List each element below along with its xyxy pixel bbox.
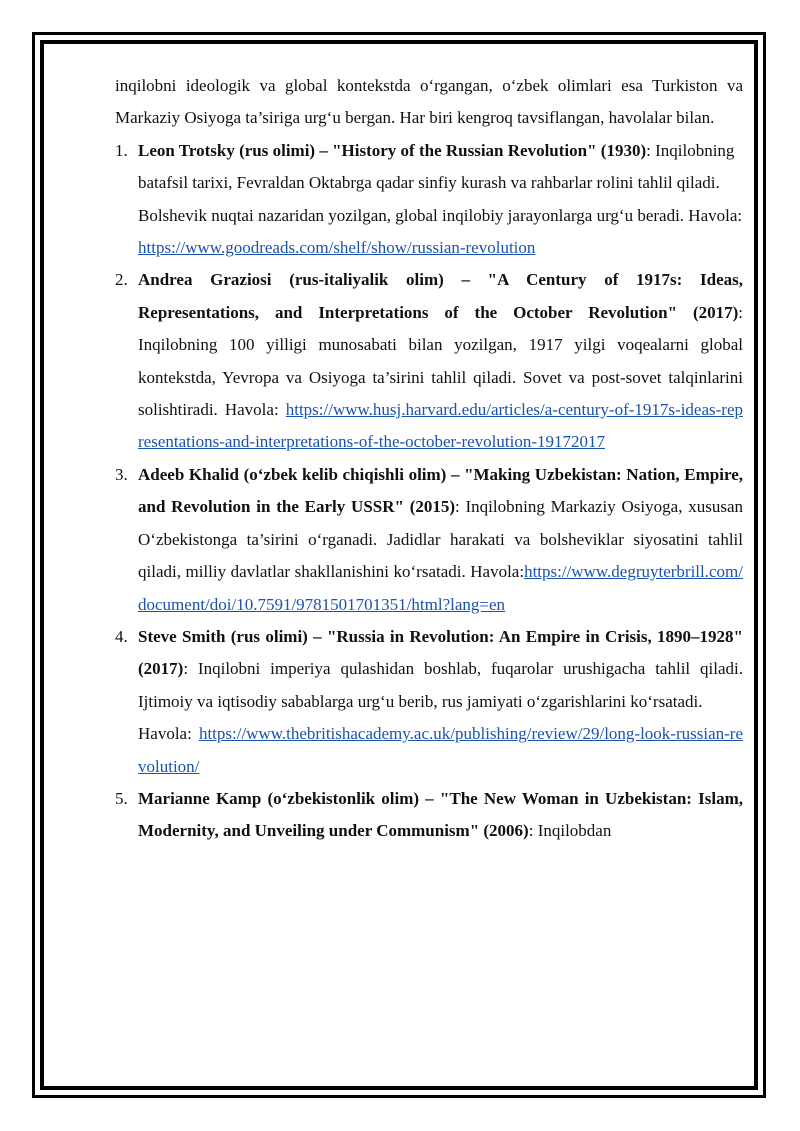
reference-title: Steve Smith (rus olimi) – "Russia in Revolution: An Empire in Crisis, 1890–1928" (2017)	[138, 626, 743, 679]
reference-link[interactable]: https://www.goodreads.com/shelf/show/russian-revolution	[138, 238, 536, 258]
reference-number: 4.	[115, 626, 128, 646]
reference-link[interactable]: https://www.husj.harvard.edu/articles/a-century-of-1917s-ideas-representations-and-interpretations-of-the-october-revolution-19172017	[138, 400, 743, 452]
reference-number: 5.	[115, 788, 128, 808]
reference-description: : Inqilobdan	[528, 821, 612, 841]
reference-item	[115, 135, 743, 265]
reference-number: 1.	[115, 140, 128, 160]
reference-item	[115, 783, 743, 848]
reference-list	[115, 135, 743, 848]
reference-title: Adeeb Khalid (o‘zbek kelib chiqishli olim) – "Making Uzbekistan: Nation, Empire, and Revolution in the Early USSR" (2015)	[138, 464, 743, 517]
reference-number: 3.	[115, 464, 128, 484]
reference-description: : Inqilobning 100 yilligi munosabati bilan yozilgan, 1917 yilgi voqealarni global kontekstda, Yevropa va Osiyoga ta’sirini tahlil qiladi. Sovet va post-sovet talqinlarini solishtiradi. Havola:	[138, 302, 743, 420]
reference-description: : Inqilobning batafsil tarixi, Fevraldan Oktabrga qadar sinfiy kurash va rahbarlar rolini tahlil qiladi. Bolshevik nuqtai nazaridan yozilgan, global inqilobiy jarayonlarga urg‘u beradi. Havola:	[138, 140, 743, 225]
reference-description: : Inqilobning Markaziy Osiyoga, xususan O‘zbekistonga ta’sirini o‘rganadi. Jadidlar harakati va bolsheviklar siyosatini tahlil qiladi, milliy davlatlar shakllanishini ko‘rsatadi. Havola:	[138, 497, 743, 582]
reference-item	[115, 621, 743, 783]
reference-number: 2.	[115, 270, 128, 290]
intro-paragraph: inqilobni ideologik va global kontekstda o‘rgangan, o‘zbek olimlari esa Turkiston va Markaziy Osiyoga ta’siriga urg‘u bergan. Har biri kengroq tavsiflangan, havolalar bilan.	[115, 76, 743, 128]
reference-title: Leon Trotsky (rus olimi) – "History of the Russian Revolution" (1930)	[138, 140, 647, 160]
reference-item	[115, 459, 743, 621]
havola-label: Havola:	[138, 724, 192, 744]
document-body	[115, 70, 743, 848]
reference-title: Marianne Kamp (o‘zbekistonlik olim) – "The New Woman in Uzbekistan: Islam, Modernity, and Unveiling under Communism" (2006)	[138, 788, 743, 841]
reference-item	[115, 264, 743, 458]
reference-link[interactable]: https://www.degruyterbrill.com/document/doi/10.7591/9781501701351/html?lang=en	[138, 562, 743, 614]
reference-link[interactable]: https://www.thebritishacademy.ac.uk/publishing/review/29/long-look-russian-revolution/	[138, 724, 743, 776]
reference-title: Andrea Graziosi (rus-italiyalik olim) – "A Century of 1917s: Ideas, Representations, and Interpretations of the October Revolution" (2017)	[138, 270, 743, 322]
reference-description: : Inqilobni imperiya qulashidan boshlab, fuqarolar urushigacha tahlil qiladi. Ijtimoiy va iqtisodiy sabablarga urg‘u berib, rus jamiyati o‘zgarishlarini ko‘rsatadi.	[138, 659, 743, 711]
